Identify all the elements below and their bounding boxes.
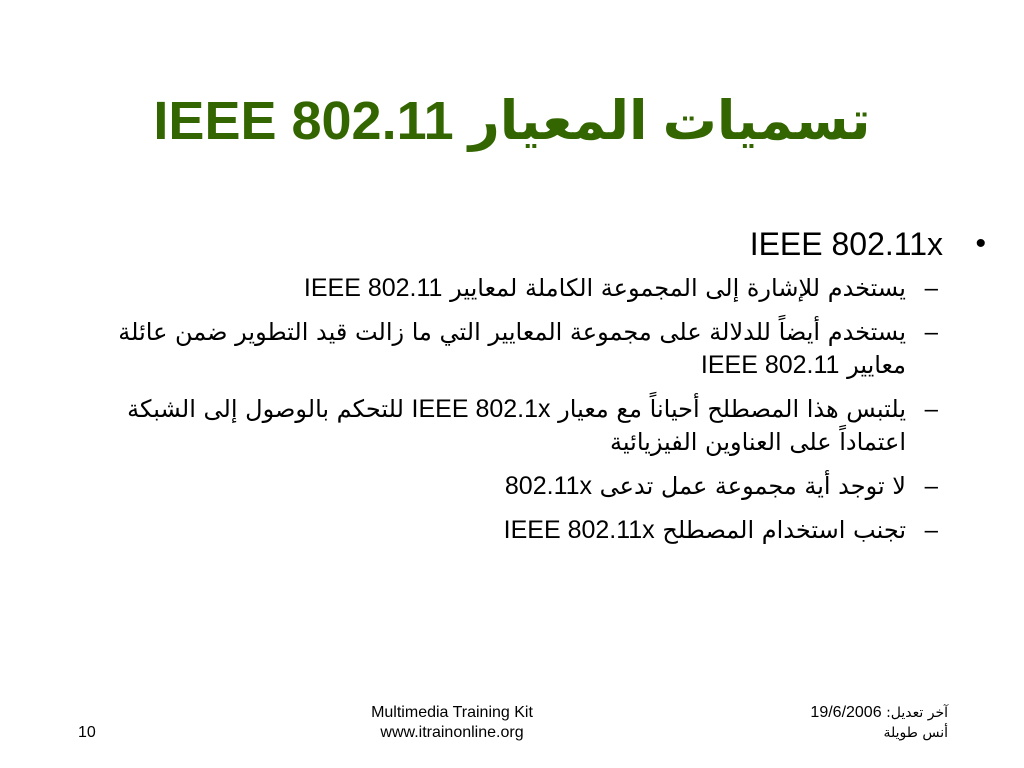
bullet-icon: • bbox=[975, 227, 986, 260]
sub-item-text: لا توجد أية مجموعة عمل تدعى bbox=[599, 472, 906, 500]
sub-item-standard: IEEE 802.11 bbox=[303, 274, 443, 302]
sub-item-text: تجنب استخدام المصطلح bbox=[662, 516, 906, 544]
title-latin: IEEE 802.11 bbox=[153, 91, 454, 151]
dash-icon: – bbox=[924, 275, 938, 302]
sub-item bbox=[80, 393, 998, 459]
sub-item-standard: IEEE 802.1x bbox=[411, 395, 551, 423]
sub-item bbox=[80, 470, 998, 503]
dash-icon: – bbox=[924, 319, 938, 346]
dash-icon: – bbox=[924, 396, 938, 423]
sub-item-standard: 802.11x bbox=[504, 472, 593, 500]
sub-item bbox=[80, 316, 998, 382]
main-bullet-text: IEEE 802.11x bbox=[749, 226, 943, 262]
dash-icon: – bbox=[924, 473, 938, 500]
slide-content bbox=[80, 222, 998, 558]
page-number: 10 bbox=[78, 724, 96, 741]
sub-item-standard: IEEE 802.11x bbox=[503, 516, 655, 544]
last-modified-date: 19/6/2006 bbox=[810, 704, 882, 721]
slide-title bbox=[40, 88, 984, 154]
sub-item-text: يستخدم للإشارة إلى المجموعة الكاملة لمعايير bbox=[450, 274, 906, 302]
footer-kit-name: Multimedia Training Kit bbox=[371, 704, 533, 721]
main-bullet bbox=[80, 222, 998, 266]
sub-item-standard: IEEE 802.11 bbox=[700, 351, 840, 379]
sub-item-text-continued: للتحكم بالوصول إلى الشبكة اعتماداً على العناوين الفيزيائية bbox=[127, 395, 906, 456]
footer-center bbox=[300, 703, 604, 743]
sub-item-text: يلتبس هذا المصطلح أحياناً مع معيار bbox=[558, 395, 906, 423]
footer-author: أنس طويلة bbox=[883, 725, 948, 741]
footer-last-modified bbox=[708, 703, 948, 743]
last-modified-label: آخر تعديل: bbox=[886, 705, 948, 721]
dash-icon: – bbox=[924, 517, 938, 544]
sub-list bbox=[80, 272, 998, 547]
sub-item bbox=[80, 272, 998, 305]
title-arabic: تسميات المعيار bbox=[468, 91, 871, 151]
footer-url: www.itrainonline.org bbox=[380, 724, 524, 741]
sub-item bbox=[80, 514, 998, 547]
sub-item-text: يستخدم أيضاً للدلالة على مجموعة المعايير التي ما زالت قيد التطوير ضمن عائلة معايير bbox=[118, 318, 906, 379]
